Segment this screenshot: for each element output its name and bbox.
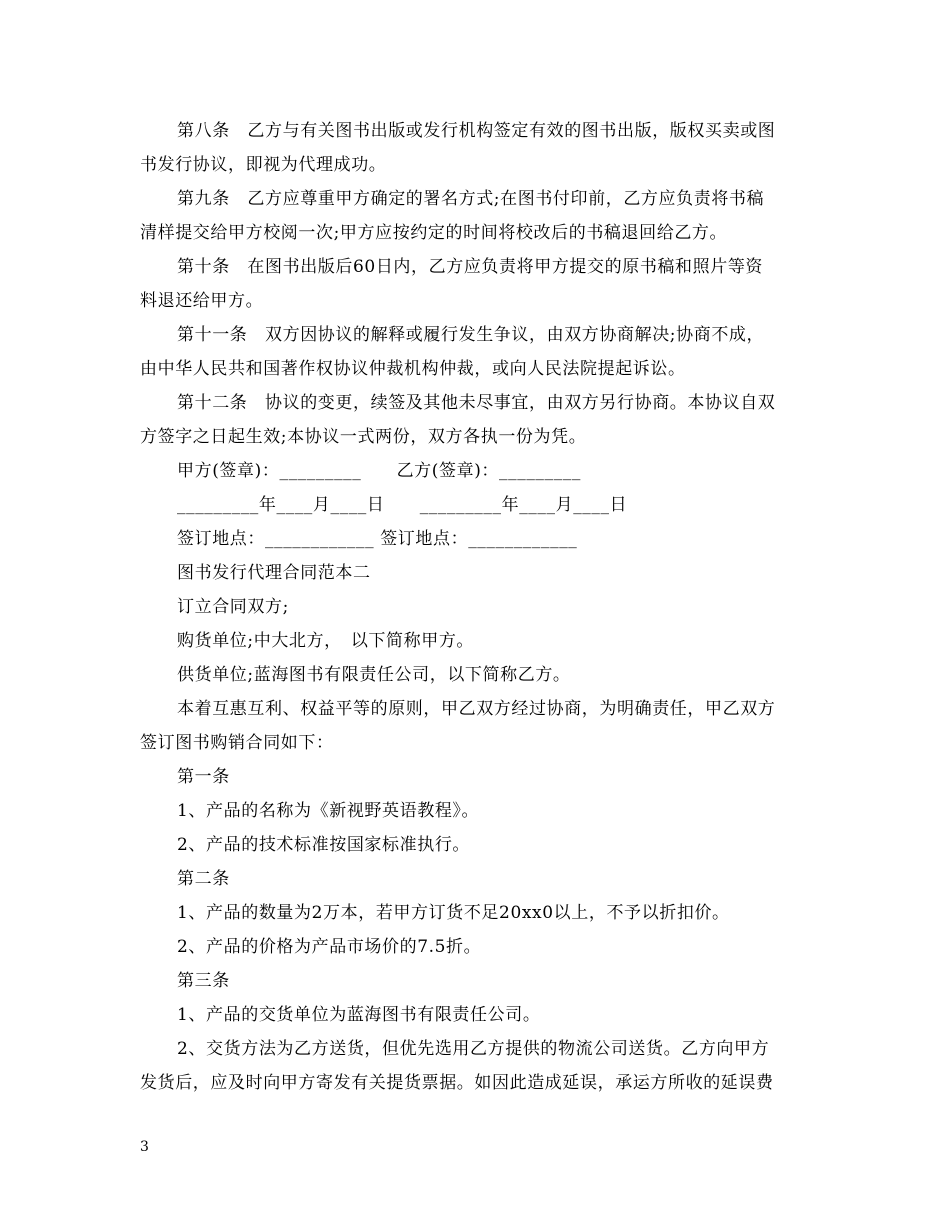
location-line: 签订地点：____________ 签订地点：____________ — [177, 529, 578, 549]
paragraph-line: 本着互惠互利、权益平等的原则，甲乙双方经过协商，为明确责任，甲乙双方 — [177, 699, 776, 719]
paragraph-line: 1、产品的交货单位为蓝海图书有限责任公司。 — [177, 1005, 541, 1025]
signature-line: 甲方(签章)：_________ 乙方(签章)：_________ — [177, 461, 581, 481]
paragraph-line: 由中华人民共和国著作权协议仲裁机构仲裁，或向人民法院提起诉讼。 — [140, 359, 686, 379]
date-line: _________年____月____日 _________年____月____日 — [177, 495, 628, 515]
section-title: 图书发行代理合同范本二 — [177, 563, 371, 583]
paragraph-line: 第十二条 协议的变更，续签及其他未尽事宜，由双方另行协商。本协议自双 — [177, 393, 776, 413]
paragraph-line: 1、产品的名称为《新视野英语教程》。 — [177, 801, 480, 821]
paragraph-line: 第十一条 双方因协议的解释或履行发生争议，由双方协商解决;协商不成， — [177, 325, 765, 345]
article-heading: 第一条 — [177, 767, 230, 787]
article-heading: 第三条 — [177, 971, 230, 991]
paragraph-line: 购货单位;中大北方， 以下简称甲方。 — [177, 631, 475, 651]
paragraph-line: 订立合同双方; — [177, 597, 289, 617]
paragraph-line: 供货单位;蓝海图书有限责任公司，以下简称乙方。 — [177, 665, 571, 685]
paragraph-line: 签订图书购销合同如下： — [140, 733, 334, 753]
paragraph-line: 书发行协议，即视为代理成功。 — [140, 155, 387, 175]
paragraph-line: 2、产品的价格为产品市场价的7.5折。 — [177, 937, 482, 957]
article-heading: 第二条 — [177, 869, 230, 889]
paragraph-line: 发货后，应及时向甲方寄发有关提货票据。如因此造成延误，承运方所收的延误费 — [140, 1073, 774, 1093]
paragraph-line: 清样提交给甲方校阅一次;甲方应按约定的时间将校改后的书稿退回给乙方。 — [140, 223, 728, 243]
paragraph-line: 第九条 乙方应尊重甲方确定的署名方式;在图书付印前，乙方应负责将书稿 — [177, 189, 765, 209]
paragraph-line: 1、产品的数量为2万本，若甲方订货不足20xx0以上，不予以折扣价。 — [177, 903, 730, 923]
paragraph-line: 第十条 在图书出版后60日内，乙方应负责将甲方提交的原书稿和照片等资 — [177, 257, 764, 277]
page-number: 3 — [140, 1139, 149, 1155]
paragraph-line: 2、产品的技术标准按国家标准执行。 — [177, 835, 471, 855]
paragraph-line: 2、交货方法为乙方送货，但优先选用乙方提供的物流公司送货。乙方向甲方 — [177, 1039, 770, 1059]
paragraph-line: 料退还给甲方。 — [140, 291, 264, 311]
paragraph-line: 方签字之日起生效;本协议一式两份，双方各执一份为凭。 — [140, 427, 587, 447]
paragraph-line: 第八条 乙方与有关图书出版或发行机构签定有效的图书出版，版权买卖或图 — [177, 121, 776, 141]
document-body — [140, 114, 812, 1100]
